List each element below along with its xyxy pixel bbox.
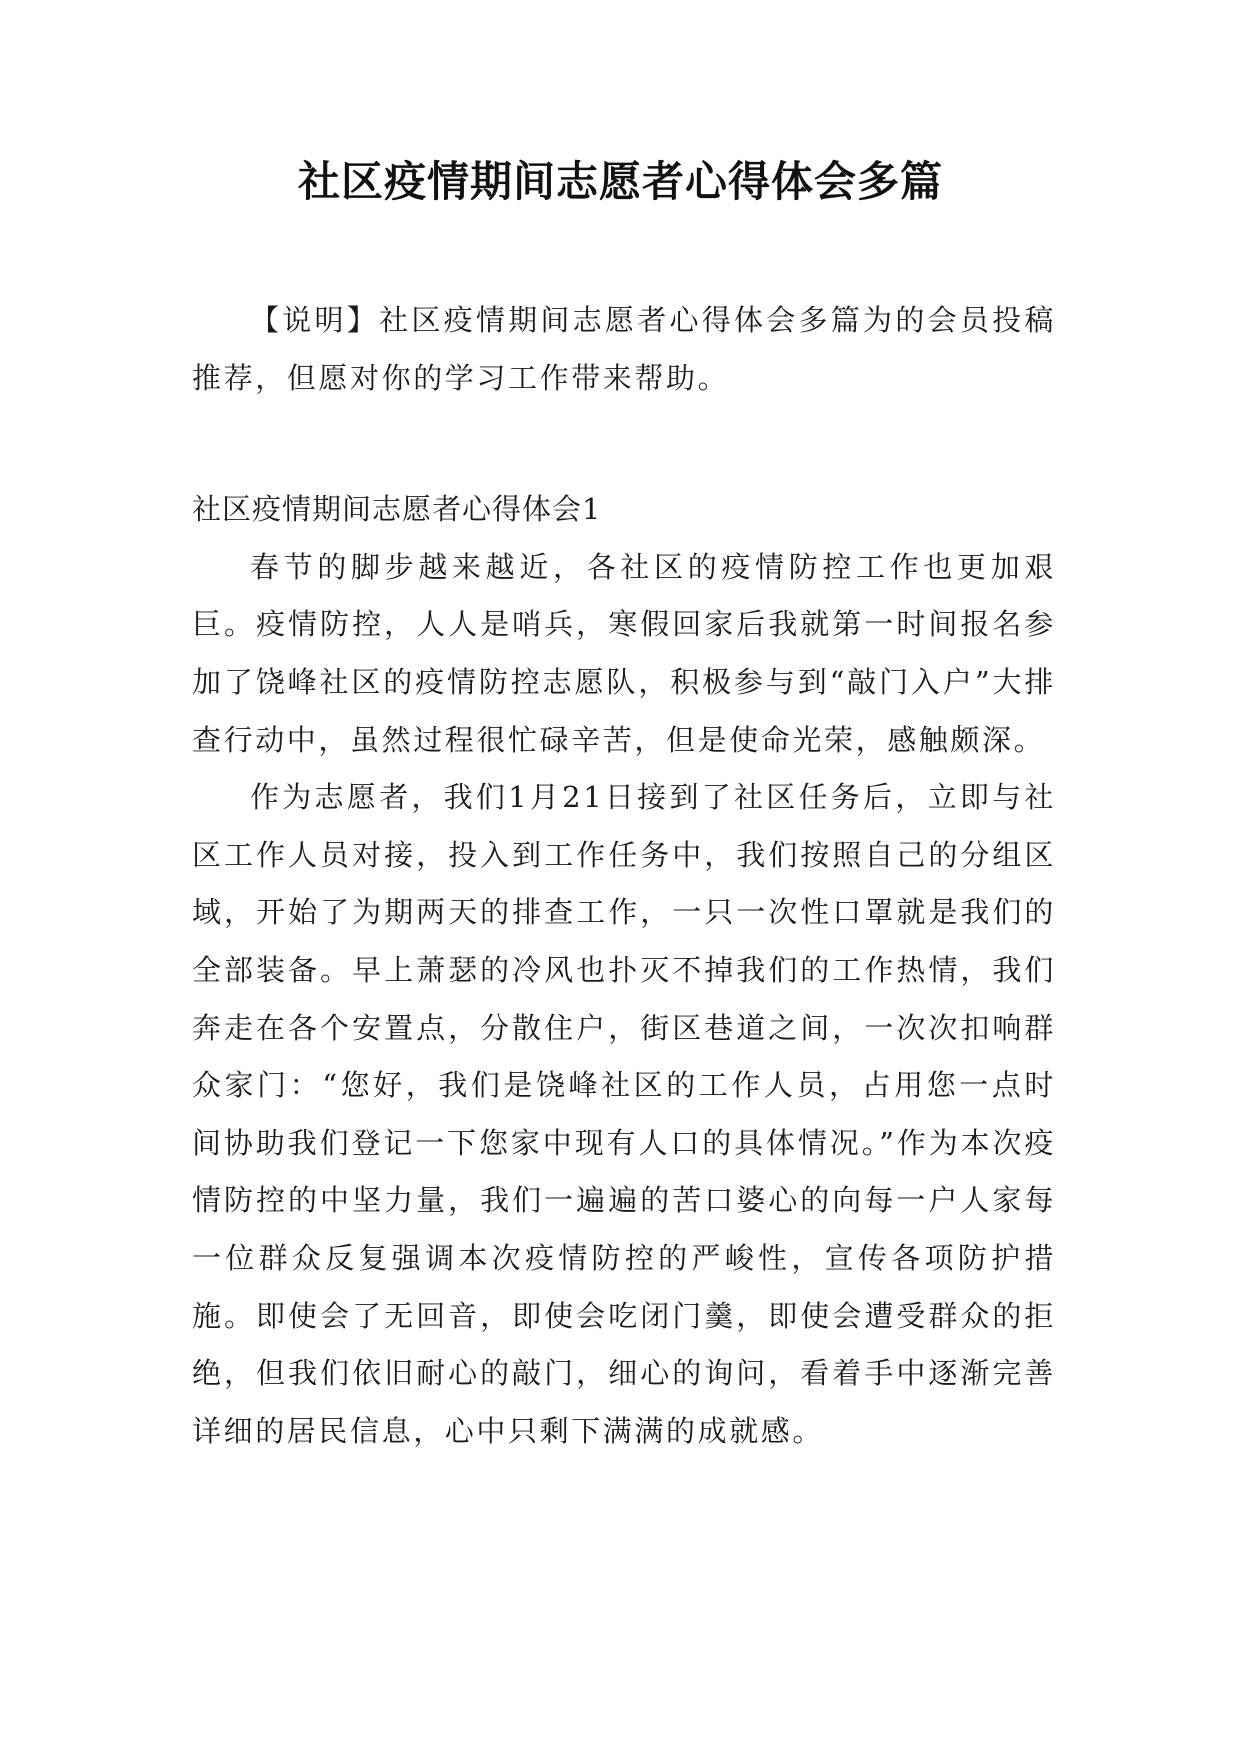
- section-heading: 社区疫情期间志愿者心得体会1: [192, 492, 602, 527]
- body-paragraph-1: 春节的脚步越来越近，各社区的疫情防控工作也更加艰巨。疫情防控，人人是哨兵，寒假回家后我就第一时间报名参加了饶峰社区的疫情防控志愿队，积极参与到“敲门入户”大排查行动中，虽然过程很忙碌辛苦，但是使命光荣，感触颇深。: [192, 549, 1056, 757]
- note-paragraph: 【说明】社区疫情期间志愿者心得体会多篇为的会员投稿推荐，但愿对你的学习工作带来帮助。: [192, 303, 1056, 395]
- document-body: [192, 292, 1056, 1460]
- document-title: 社区疫情期间志愿者心得体会多篇: [297, 157, 943, 206]
- body-paragraph-2: 作为志愿者，我们1月21日接到了社区任务后，立即与社区工作人员对接，投入到工作任务中，我们按照自己的分组区域，开始了为期两天的排查工作，一只一次性口罩就是我们的全部装备。早上萧瑟的冷风也扑灭不掉我们的工作热情，我们奔走在各个安置点，分散住户，街区巷道之间，一次次扣响群众家门：“您好，我们是饶峰社区的工作人员，占用您一点时间协助我们登记一下您家中现有人口的具体情况。”作为本次疫情防控的中坚力量，我们一遍遍的苦口婆心的向每一户人家每一位群众反复强调本次疫情防控的严峻性，宣传各项防护措施。即使会了无回音，即使会吃闭门羹，即使会遭受群众的拒绝，但我们依旧耐心的敲门，细心的询问，看着手中逐渐完善详细的居民信息，心中只剩下满满的成就感。: [192, 780, 1056, 1448]
